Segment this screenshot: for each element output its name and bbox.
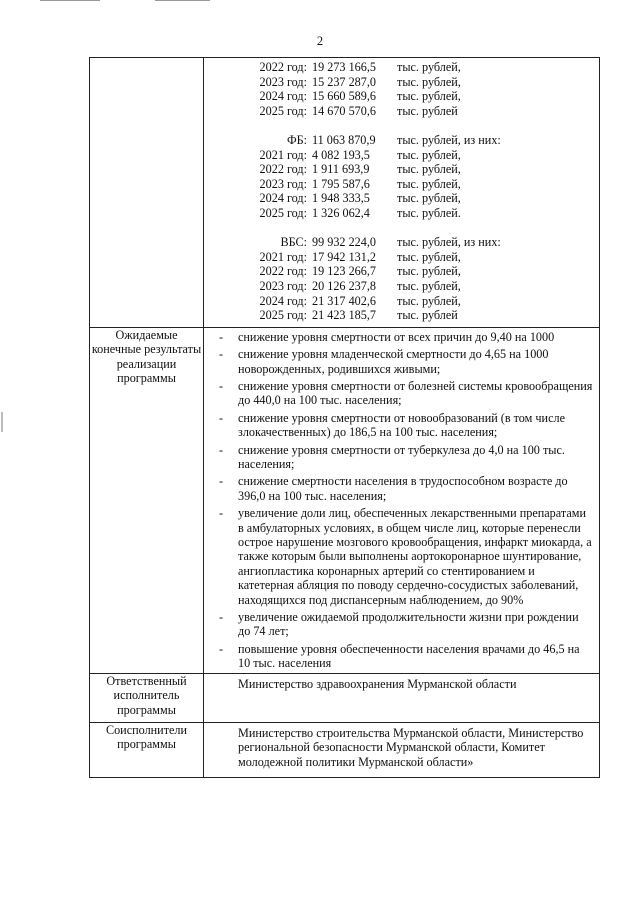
finance-year: 2023 год:: [259, 278, 307, 293]
finance-year: 2024 год:: [259, 191, 307, 206]
finance-unit: тыс. рублей,: [397, 89, 461, 104]
result-item: - снижение уровня смертности от новообразований (в том числе злокачественных) до 186,5 на 100 тыс. населения;: [204, 411, 599, 440]
finance-amount: 15 237 287,0: [312, 74, 376, 89]
results-list: [204, 328, 599, 673]
finance-unit: тыс. рублей,: [397, 147, 461, 162]
results-row: [90, 327, 600, 673]
co-executors-value: Министерство строительства Мурманской области, Министерство региональной безопасности Мурманской области, Комитет молодежной политики Мурманской области»: [238, 725, 584, 769]
finance-line: [204, 75, 599, 90]
finance-unit: тыс. рублей,: [397, 264, 461, 279]
finance-amount: 17 942 131,2: [312, 249, 376, 264]
finance-year: 2022 год:: [259, 162, 307, 177]
finance-amount: 99 932 224,0: [312, 235, 376, 250]
finance-year: 2021 год:: [259, 147, 307, 162]
finance-line: [204, 235, 599, 250]
finance-block: [204, 58, 599, 327]
top-edge-line-right: [155, 0, 210, 1]
finance-line: [204, 148, 599, 163]
top-edge-line-left: [40, 0, 100, 1]
finance-line: [204, 279, 599, 294]
finance-row: [90, 58, 600, 328]
co-executors-row: [90, 722, 600, 777]
scan-edge-mark: [1, 412, 3, 432]
finance-line: [204, 206, 599, 221]
responsible-cell: [204, 673, 600, 722]
finance-amount: 20 126 237,8: [312, 278, 376, 293]
finance-year: ФБ:: [286, 132, 307, 147]
finance-amount: 14 670 570,6: [312, 103, 376, 118]
responsible-label: Ответственный исполнитель программы: [90, 673, 204, 722]
finance-amount: 21 317 402,6: [312, 293, 376, 308]
page-number: 2: [316, 34, 324, 48]
finance-unit: тыс. рублей,: [397, 60, 461, 74]
finance-unit: тыс. рублей, из них:: [397, 235, 501, 250]
finance-label-cell: [90, 58, 204, 328]
finance-unit: тыс. рублей,: [397, 249, 461, 264]
results-label: Ожидаемые конечные результаты реализации программы: [90, 327, 204, 673]
finance-amount: 15 660 589,6: [312, 89, 376, 104]
finance-unit: тыс. рублей,: [397, 191, 461, 206]
finance-amount: 19 123 266,7: [312, 264, 376, 279]
finance-unit: тыс. рублей, из них:: [397, 132, 501, 147]
finance-year: 2025 год:: [259, 103, 307, 118]
program-passport-table: [89, 57, 600, 778]
finance-year: 2025 год:: [259, 308, 307, 323]
result-item: - снижение смертности населения в трудоспособном возрасте до 396,0 на 100 тыс. населения;: [204, 474, 599, 503]
result-item: - повышение уровня обеспеченности населения врачами до 46,5 на 10 тыс. населения: [204, 642, 599, 671]
co-executors-cell: [204, 722, 600, 777]
finance-gap: [204, 118, 599, 133]
finance-line: [204, 177, 599, 192]
finance-year: ВБС:: [280, 235, 307, 250]
finance-year: 2023 год:: [259, 176, 307, 191]
finance-amount: 19 273 166,5: [312, 60, 376, 74]
finance-unit: тыс. рублей.: [397, 205, 461, 220]
finance-amount: 1 948 333,5: [312, 191, 370, 206]
responsible-value: Министерство здравоохранения Мурманской области: [238, 676, 517, 691]
result-item: - снижение уровня смертности от туберкулеза до 4,0 на 100 тыс. населения;: [204, 443, 599, 472]
finance-year: 2024 год:: [259, 293, 307, 308]
finance-amount: 1 911 693,9: [312, 162, 370, 177]
finance-line: [204, 133, 599, 148]
finance-amount: 11 063 870,9: [312, 132, 376, 147]
finance-line: [204, 308, 599, 323]
finance-year: 2024 год:: [259, 89, 307, 104]
finance-unit: тыс. рублей,: [397, 162, 461, 177]
finance-amount: 1 795 587,6: [312, 176, 370, 191]
finance-line: [204, 264, 599, 279]
finance-line: [204, 60, 599, 75]
finance-line: [204, 294, 599, 309]
finance-amount: 21 423 185,7: [312, 308, 376, 323]
finance-amount: 4 082 193,5: [312, 147, 370, 162]
finance-unit: тыс. рублей: [397, 103, 458, 118]
results-cell: [204, 327, 600, 673]
co-executors-label: Соисполнители программы: [90, 722, 204, 777]
result-item: - увеличение ожидаемой продолжительности жизни при рождении до 74 лет;: [204, 610, 599, 639]
finance-year: 2021 год:: [259, 249, 307, 264]
finance-year: 2025 год:: [259, 205, 307, 220]
finance-line: [204, 191, 599, 206]
finance-unit: тыс. рублей,: [397, 293, 461, 308]
result-item: - снижение уровня смертности от болезней системы кровообращения до 440,0 на 100 тыс. населения;: [204, 379, 599, 408]
finance-cell: [204, 58, 600, 328]
result-item: - снижение уровня смертности от всех причин до 9,40 на 1000: [204, 330, 599, 344]
result-item: - снижение уровня младенческой смертности до 4,65 на 1000 новорожденных, родившихся живыми;: [204, 347, 599, 376]
finance-line: [204, 162, 599, 177]
result-item: - увеличение доли лиц, обеспеченных лекарственными препаратами в амбулаторных условиях, в общем числе лиц, которые перенесли острое нарушение мозгового кровообращения, инфаркт миокарда, а также которым были выполнены аортокоронарное шунтирование, ангиопластика коронарных артерий со стентированием и катетерная абляция по поводу сердечно-сосудистых заболеваний, находящихся под диспансерным наблюдением, до 90%: [204, 506, 599, 607]
finance-gap: [204, 221, 599, 236]
responsible-row: [90, 673, 600, 722]
finance-unit: тыс. рублей: [397, 308, 458, 323]
finance-amount: 1 326 062,4: [312, 205, 370, 220]
finance-unit: тыс. рублей,: [397, 74, 461, 89]
finance-line: [204, 250, 599, 265]
finance-unit: тыс. рублей,: [397, 278, 461, 293]
finance-year: 2022 год:: [259, 264, 307, 279]
finance-line: [204, 89, 599, 104]
finance-year: 2023 год:: [259, 74, 307, 89]
finance-line: [204, 104, 599, 119]
finance-unit: тыс. рублей,: [397, 176, 461, 191]
finance-year: 2022 год:: [259, 60, 307, 74]
